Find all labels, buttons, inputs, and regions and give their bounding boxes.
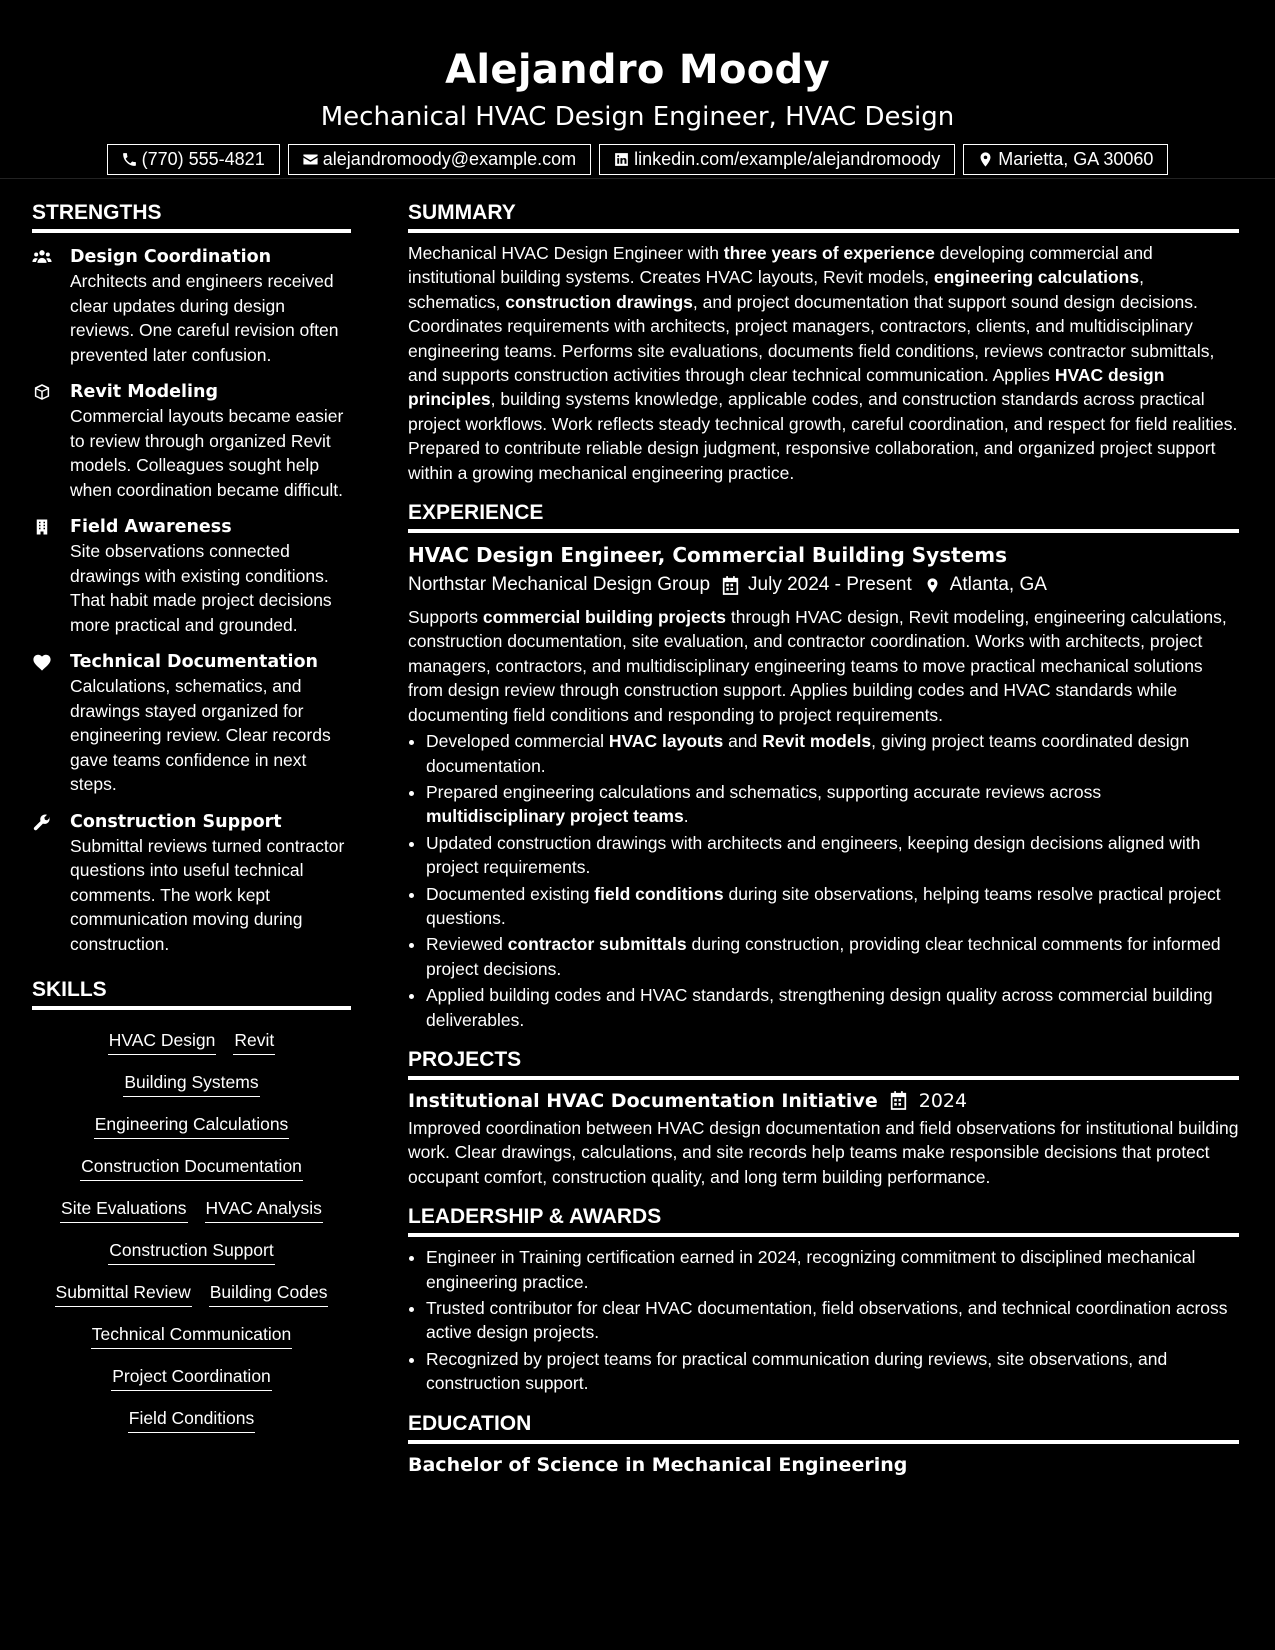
skill-row: [32, 1112, 351, 1139]
users-icon: [32, 248, 52, 266]
skill-row: [32, 1238, 351, 1265]
right-column: [408, 199, 1239, 1492]
strength-desc: Architects and engineers received clear updates during design reviews. One careful revision often prevented later confusion.: [70, 271, 339, 365]
projects-section: [408, 1046, 1239, 1189]
text-run: , schematics,: [408, 267, 1144, 312]
text-run: through HVAC design, Revit modeling, engineering calculations, construction documentation, site evaluation, and contractor coordination. Works with architects, project managers, contractors, and multidisciplinary engineering teams to move practical mechanical solutions from design review through construction support. Applies building codes and HVAC standards while documenting field conditions and responding to project requirements.: [408, 607, 1227, 725]
text-run: Developed commercial: [426, 731, 609, 752]
contact-email-text: alejandromoody@example.com: [322, 149, 577, 169]
contact-email[interactable]: [288, 144, 591, 175]
contact-location-text: Marietta, GA 30060: [998, 149, 1154, 169]
strengths-heading: STRENGTHS: [32, 199, 351, 233]
job-dates: July 2024 - Present: [748, 574, 912, 596]
skill-row: [32, 1154, 351, 1181]
skills-heading: SKILLS: [32, 976, 351, 1010]
resume-header: [0, 0, 1275, 175]
strength-title: Construction Support: [70, 811, 282, 832]
skill-tag: HVAC Design: [108, 1028, 217, 1055]
skill-tag: Site Evaluations: [60, 1196, 188, 1223]
calendar-icon: [890, 1091, 907, 1110]
degree-name: Bachelor of Science in Mechanical Engineering: [408, 1453, 908, 1476]
job-bullet: [426, 780, 1239, 829]
strength-item: [32, 515, 351, 637]
job-bullet: [426, 983, 1239, 1032]
text-run: developing commercial and institutional building systems. Creates HVAC layouts, Revit models,: [408, 243, 1153, 288]
building-icon: [32, 518, 52, 536]
text-run: Applied building codes and HVAC standards, strengthening design quality across commercial building deliverables.: [426, 985, 1213, 1030]
leadership-bullet: • Trusted contributor for clear HVAC documentation, field observations, and technical coordination across active design projects.: [426, 1296, 1239, 1345]
contact-phone-text: (770) 555-4821: [141, 149, 265, 169]
job-bullet: [426, 831, 1239, 880]
skill-tag: HVAC Analysis: [205, 1196, 323, 1223]
skill-tag: Engineering Calculations: [94, 1112, 290, 1139]
job-bullet: [426, 932, 1239, 981]
project-header: [408, 1088, 1239, 1114]
skill-tag: Submittal Review: [55, 1280, 192, 1307]
strength-desc: Calculations, schematics, and drawings stayed organized for engineering review. Clear records gave teams confidence in next steps.: [70, 676, 331, 794]
skill-tag: Building Codes: [209, 1280, 329, 1307]
strength-item: [32, 650, 351, 797]
job-meta: [408, 571, 1239, 599]
text-run: Mechanical HVAC Design Engineer with: [408, 243, 724, 263]
text-run: during site observations, helping teams resolve practical project questions.: [426, 883, 1221, 928]
strength-title: Field Awareness: [70, 517, 232, 537]
text-run: , giving project teams coordinated design documentation.: [426, 731, 1190, 776]
text-run: , and project documentation that support sound design decisions. Coordinates requirements with architects, project managers, contractors, clients, and multidisciplinary engineering teams. Performs site evaluations, documents field conditions, reviews contractor submittals, and supports construction activities through clear technical communication. Applies: [408, 291, 1215, 386]
cube-icon: [32, 383, 52, 401]
skill-tag: Construction Support: [108, 1238, 274, 1265]
text-run: Reviewed: [426, 934, 508, 955]
envelope-icon: [302, 151, 319, 168]
experience-heading: EXPERIENCE: [408, 499, 1239, 533]
bold-phrase: three years of experience: [723, 243, 935, 263]
summary-text: [408, 241, 1239, 485]
strength-item: [32, 810, 351, 957]
skill-row: [32, 1070, 351, 1097]
company-name: Northstar Mechanical Design Group: [408, 574, 711, 596]
job-bullet: [426, 882, 1239, 931]
skill-row: [32, 1364, 351, 1391]
skill-row: [32, 1406, 351, 1433]
skill-tag: Building Systems: [123, 1070, 259, 1097]
contact-linkedin-text: linkedin.com/example/alejandromoody: [634, 149, 941, 169]
skills-section: [32, 976, 351, 1433]
job-bullet: [426, 729, 1239, 778]
contact-bar: [0, 144, 1275, 175]
bold-phrase: Revit models: [762, 731, 872, 752]
heart-icon: [32, 653, 52, 671]
skill-row: [32, 1322, 351, 1349]
leadership-bullet: • Recognized by project teams for practical communication during reviews, site observations, and construction support.: [426, 1347, 1239, 1396]
job-title: HVAC Design Engineer, Commercial Building Systems: [408, 543, 1007, 568]
strength-desc: Commercial layouts became easier to review through organized Revit models. Colleagues sought help when coordination became difficult.: [70, 406, 344, 500]
bold-phrase: contractor submittals: [507, 934, 687, 955]
candidate-headline: Mechanical HVAC Design Engineer, HVAC Design: [320, 102, 955, 132]
text-run: Supports: [408, 607, 483, 628]
map-pin-icon: [924, 576, 941, 595]
bold-phrase: field conditions: [594, 883, 724, 904]
bold-phrase: commercial building projects: [482, 607, 727, 628]
text-run: and: [723, 731, 763, 752]
contact-phone[interactable]: [107, 144, 280, 175]
bold-phrase: multidisciplinary project teams: [426, 806, 684, 827]
header-divider: [0, 178, 1275, 179]
linkedin-icon: [613, 151, 630, 168]
summary-heading: SUMMARY: [408, 199, 1239, 233]
leadership-bullets: [408, 1245, 1239, 1395]
contact-location: [963, 144, 1168, 175]
text-run: during construction, providing clear technical comments for informed project decisions.: [426, 934, 1221, 979]
text-run: Prepared engineering calculations and schematics, supporting accurate reviews across: [426, 781, 1102, 802]
text-run: Updated construction drawings with architects and engineers, keeping design decisions aligned with project requirements.: [426, 832, 1201, 878]
strength-desc: Site observations connected drawings with existing conditions. That habit made project decisions more practical and grounded.: [70, 541, 332, 635]
text-run: Documented existing: [426, 883, 595, 904]
strength-title: Technical Documentation: [70, 652, 319, 672]
bold-phrase: HVAC design principles: [408, 365, 1165, 410]
text-run: .: [683, 806, 689, 827]
education-section: [408, 1410, 1239, 1478]
experience-section: [408, 499, 1239, 1032]
left-column: [32, 199, 351, 1448]
skill-tag: Construction Documentation: [80, 1154, 303, 1181]
strength-title: Design Coordination: [70, 247, 272, 267]
strength-item: [32, 380, 351, 502]
phone-icon: [121, 151, 138, 168]
map-pin-icon: [977, 151, 994, 168]
skill-tag: Technical Communication: [91, 1322, 292, 1349]
candidate-name: Alejandro Moody: [445, 47, 830, 93]
strength-desc: Submittal reviews turned contractor questions into useful technical comments. The work kept communication moving during construction.: [70, 835, 345, 954]
skill-row: [32, 1028, 351, 1055]
skills-list: [32, 1022, 351, 1433]
bold-phrase: construction drawings: [505, 291, 693, 312]
skill-tag: Revit: [233, 1028, 275, 1055]
contact-linkedin[interactable]: [599, 144, 955, 175]
text-run: , building systems knowledge, applicable codes, and construction standards across practical project workflows. Work reflects steady technical growth, careful coordination, and respect for field realities. Prepared to contribute reliable design judgment, responsive collaboration, and organized project support within a growing mechanical engineering practice.: [408, 389, 1238, 483]
bold-phrase: engineering calculations: [933, 267, 1140, 288]
projects-heading: PROJECTS: [408, 1046, 1239, 1080]
skill-row: [32, 1196, 351, 1223]
leadership-section: [408, 1203, 1239, 1395]
job-bullets: [408, 729, 1239, 1032]
calendar-icon: [722, 576, 739, 595]
project-desc: Improved coordination between HVAC design documentation and field observations for institutional building work. Clear drawings, calculations, and site records help teams make responsible decisions that protect occupant comfort, construction quality, and long term building performance.: [408, 1117, 1239, 1187]
job-summary: [408, 605, 1239, 727]
project-name: Institutional HVAC Documentation Initiative: [408, 1089, 878, 1112]
job-location: Atlanta, GA: [949, 574, 1047, 596]
bold-phrase: HVAC layouts: [608, 731, 724, 752]
skill-tag: Project Coordination: [111, 1364, 272, 1391]
summary-section: [408, 199, 1239, 485]
skill-row: [32, 1280, 351, 1307]
leadership-heading: LEADERSHIP & AWARDS: [408, 1203, 1239, 1237]
wrench-icon: [32, 813, 52, 831]
education-heading: EDUCATION: [408, 1410, 1239, 1444]
strength-item: [32, 245, 351, 367]
strength-title: Revit Modeling: [70, 382, 219, 402]
leadership-bullet: • Engineer in Training certification earned in 2024, recognizing commitment to disciplined mechanical engineering practice.: [426, 1245, 1239, 1294]
project-year: 2024: [918, 1089, 968, 1112]
skill-tag: Field Conditions: [128, 1406, 255, 1433]
